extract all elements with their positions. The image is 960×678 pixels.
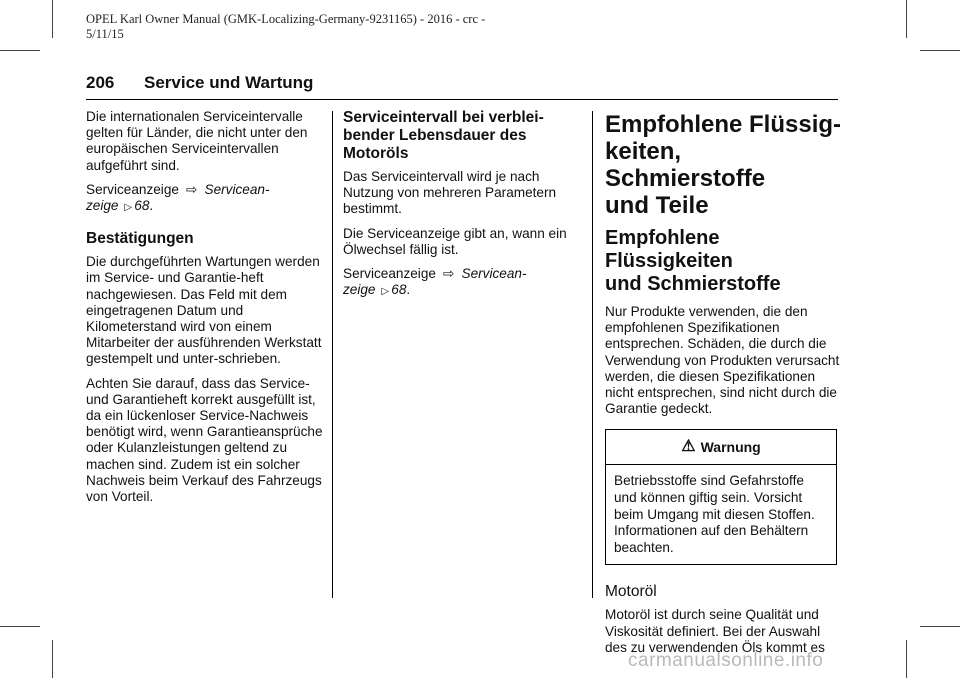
header-rule <box>86 99 838 100</box>
heading-line: Empfohlene Flüssig- <box>605 111 842 138</box>
crop-mark <box>920 626 960 627</box>
reference-arrow-icon: ⇨ <box>186 181 198 197</box>
column-1 <box>86 109 326 513</box>
heading-line: und Schmierstoffe <box>605 273 781 295</box>
heading-line: bender Lebensdauer des <box>343 127 527 144</box>
page-number: 206 <box>86 73 115 92</box>
column-divider <box>592 111 593 598</box>
crop-mark <box>0 626 40 627</box>
intro-paragraph: Die internationalen Serviceintervalle gelten für Länder, die nicht unter den europäischen Serviceintervallen aufgeführt sind. <box>86 109 308 173</box>
page-ref-triangle-icon: ▷ <box>381 286 390 298</box>
meta-line-1: OPEL Karl Owner Manual (GMK-Localizing-Germany-9231165) - 2016 - crc - <box>86 12 486 26</box>
ref-target[interactable]: zeige <box>86 198 119 214</box>
crop-mark <box>906 0 907 38</box>
cross-reference: Serviceanzeige ⇨ Servicean- zeige ▷ 68. <box>343 266 585 300</box>
document-meta <box>86 12 485 42</box>
heading-line: und Teile <box>605 192 709 219</box>
ref-target[interactable]: Servicean- <box>204 181 270 197</box>
section-heading: Motoröl <box>605 583 657 601</box>
ref-page[interactable]: 68 <box>391 282 407 298</box>
paragraph: Motoröl ist durch seine Qualität und Viskosität definiert. Bei der Auswahl des zu verwendenden Öls kommt es <box>605 607 825 655</box>
paragraph: Achten Sie darauf, dass das Service- und Garantieheft korrekt ausgefüllt ist, da ein lückenloser Service-Nachweis benötigt wird, wenn Garantieansprüche oder Kulanzleistungen geltend zu machen sind. Zudem ist ein solcher Nachweis beim Verkauf des Fahrzeugs von Vorteil. <box>86 375 323 505</box>
heading-line: Serviceintervall bei verblei- <box>343 109 544 126</box>
reference-arrow-icon: ⇨ <box>443 266 455 282</box>
warning-text: Betriebsstoffe sind Gefahrstoffe und können giftig sein. Vorsicht beim Umgang mit diesen Stoffen. Informationen auf den Behältern beachten. <box>614 473 815 555</box>
crop-mark <box>52 0 53 38</box>
heading-line: keiten, Schmierstoffe <box>605 138 766 192</box>
heading-line: Empfohlene Flüssigkeiten <box>605 227 733 272</box>
warning-triangle-icon: ⚠ <box>681 438 696 456</box>
crop-mark <box>906 640 907 678</box>
column-3 <box>605 109 841 664</box>
crop-mark <box>920 50 960 51</box>
warning-header <box>606 430 836 465</box>
paragraph: Nur Produkte verwenden, die den empfohlenen Spezifikationen entsprechen. Schäden, die durch die Verwendung von Produkten verursacht werden, die diesen Spezifikationen nicht entsprechen, sind nicht durch die Garantie gedeckt. <box>605 304 840 417</box>
ref-target[interactable]: Servicean- <box>461 266 527 282</box>
page-title: Service und Wartung <box>144 73 314 92</box>
chapter-heading <box>605 111 841 219</box>
page-ref-triangle-icon: ▷ <box>124 202 133 214</box>
column-2 <box>343 109 585 308</box>
cross-reference: Serviceanzeige ⇨ Servicean- zeige ▷ 68. <box>86 182 326 216</box>
ref-target[interactable]: zeige <box>343 282 376 298</box>
paragraph: Das Serviceintervall wird je nach Nutzung von mehreren Parametern bestimmt. <box>343 169 557 217</box>
ref-label: Serviceanzeige <box>86 181 179 197</box>
warning-title: Warnung <box>700 439 761 456</box>
watermark: carmanualsonline.info <box>628 650 824 671</box>
crop-mark <box>52 640 53 678</box>
crop-mark <box>0 50 40 51</box>
section-heading: Bestätigungen <box>86 230 194 248</box>
ref-page[interactable]: 68 <box>134 198 150 214</box>
meta-line-2: 5/11/15 <box>86 27 124 41</box>
warning-box <box>605 429 837 565</box>
paragraph: Die Serviceanzeige gibt an, wann ein Ölwechsel fällig ist. <box>343 225 567 257</box>
page-header <box>86 73 838 93</box>
subchapter-heading <box>605 227 841 296</box>
section-heading <box>343 109 585 163</box>
paragraph: Die durchgeführten Wartungen werden im Service- und Garantie-heft nachgewiesen. Das Feld mit dem eingetragenen Datum und Kilometerstand wird von einem Mitarbeiter der ausführenden Werkstatt gestempelt und unter-schrieben. <box>86 254 322 367</box>
column-divider <box>332 111 333 598</box>
heading-line: Motoröls <box>343 145 409 162</box>
ref-label: Serviceanzeige <box>343 266 436 282</box>
